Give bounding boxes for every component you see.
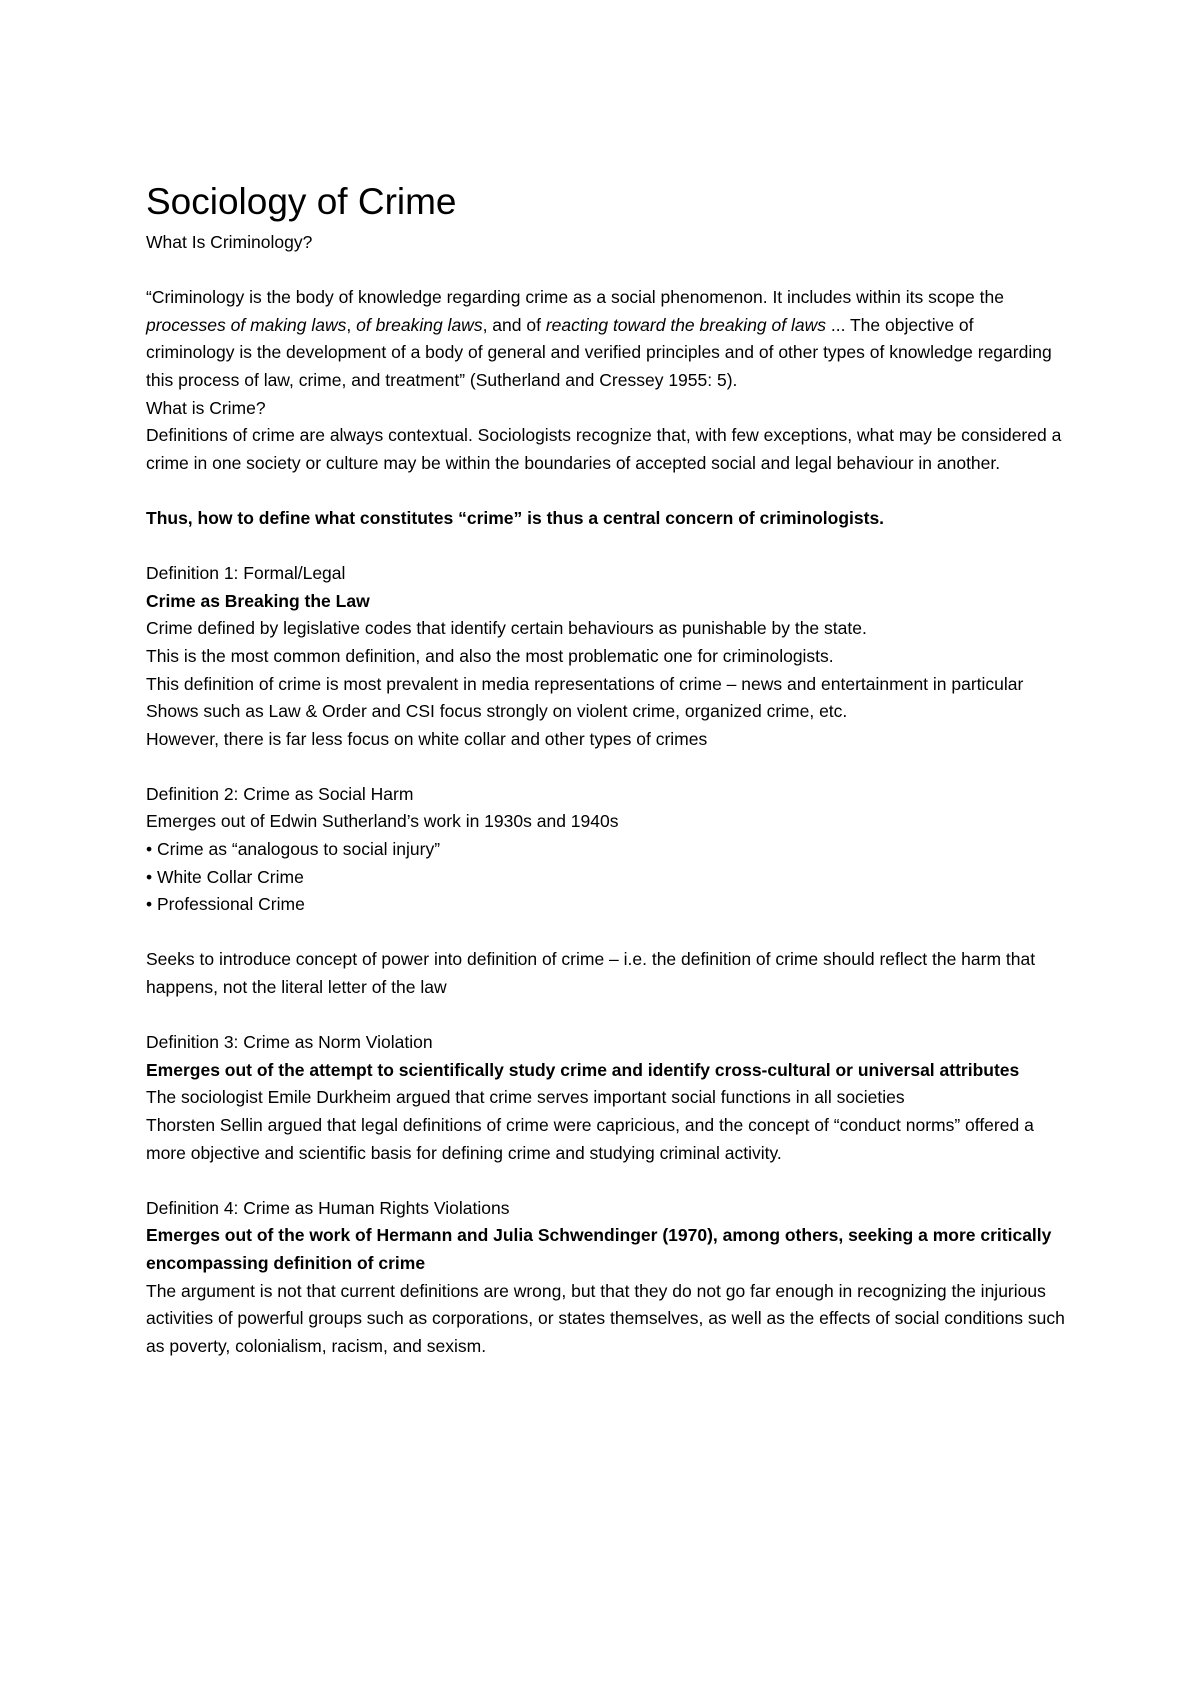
definition-2-intro: Emerges out of Edwin Sutherland’s work in 1930s and 1940s <box>146 811 619 832</box>
document-page <box>146 175 1066 1360</box>
spacer <box>146 1002 1066 1030</box>
spacer <box>146 753 1066 781</box>
quote-italic: processes of making laws <box>146 314 347 335</box>
quote-italic: reacting toward the breaking of laws <box>545 314 826 335</box>
quote-text: ... The objective of criminology is the development of a body of general and verified principles and of other types of knowledge regarding this process of law, crime, and treatment” (Sutherland and Cressey 1955: 5). <box>146 314 1052 390</box>
crime-definition-text: Definitions of crime are always contextual. Sociologists recognize that, with few exceptions, what may be considered a crime in one society or culture may be within the boundaries of accepted social and legal behaviour in another. <box>146 425 1062 473</box>
definition-2-text: Seeks to introduce concept of power into definition of crime – i.e. the definition of crime should reflect the harm that happens, not the literal letter of the law <box>146 949 1036 998</box>
definition-4-heading: Definition 4: Crime as Human Rights Violations <box>146 1197 510 1218</box>
quote-text: , <box>346 314 357 335</box>
spacer <box>146 477 1066 505</box>
definition-1-line: Shows such as Law & Order and CSI focus strongly on violent crime, organized crime, etc. <box>146 701 848 722</box>
definition-3-heading: Definition 3: Crime as Norm Violation <box>146 1032 433 1053</box>
quote-text: “Criminology is the body of knowledge regarding crime as a social phenomenon. It includes within its scope the <box>146 287 1004 308</box>
definition-1-line: However, there is far less focus on white collar and other types of crimes <box>146 728 708 749</box>
page-title: Sociology of Crime <box>146 181 457 222</box>
spacer <box>146 257 1066 285</box>
definition-2-bullet: • Crime as “analogous to social injury” <box>146 836 1066 864</box>
spacer <box>146 533 1066 561</box>
definition-2-heading: Definition 2: Crime as Social Harm <box>146 783 414 804</box>
definition-2-bullet: • White Collar Crime <box>146 864 1066 892</box>
definition-4-text: The argument is not that current definitions are wrong, but that they do not go far enough in recognizing the injurious activities of powerful groups such as corporations, or states themselves, as well as the effects of social conditions such as poverty, colonialism, racism, and sexism. <box>146 1280 1065 1356</box>
definition-1-heading: Definition 1: Formal/Legal <box>146 563 346 584</box>
crime-question: What is Crime? <box>146 397 266 418</box>
definition-4-subheading: Emerges out of the work of Hermann and Julia Schwendinger (1970), among others, seeking a more critically encompassing definition of crime <box>146 1225 1052 1273</box>
definition-3-subheading: Emerges out of the attempt to scientifically study crime and identify cross-cultural or universal attributes <box>146 1059 1020 1080</box>
definition-3-line: Thorsten Sellin argued that legal definitions of crime were capricious, and the concept of “conduct norms” offered a more objective and scientific basis for defining crime and studying criminal activity. <box>146 1115 1034 1163</box>
criminology-question: What Is Criminology? <box>146 232 313 252</box>
spacer <box>146 1167 1066 1195</box>
central-concern: Thus, how to define what constitutes “crime” is thus a central concern of criminologists. <box>146 507 885 528</box>
definition-1-line: This is the most common definition, and also the most problematic one for criminologists. <box>146 645 834 666</box>
definition-1-line: This definition of crime is most prevalent in media representations of crime – news and entertainment in particular <box>146 673 1024 694</box>
definition-1-subheading: Crime as Breaking the Law <box>146 590 370 611</box>
quote-text: , and of <box>482 314 546 335</box>
definition-3-line: The sociologist Emile Durkheim argued that crime serves important social functions in all societies <box>146 1087 905 1108</box>
criminology-quote <box>146 284 1066 394</box>
quote-italic: of breaking laws <box>356 314 483 335</box>
definition-2-bullet: • Professional Crime <box>146 891 1066 919</box>
spacer <box>146 919 1066 947</box>
definition-1-line: Crime defined by legislative codes that identify certain behaviours as punishable by the state. <box>146 618 867 639</box>
